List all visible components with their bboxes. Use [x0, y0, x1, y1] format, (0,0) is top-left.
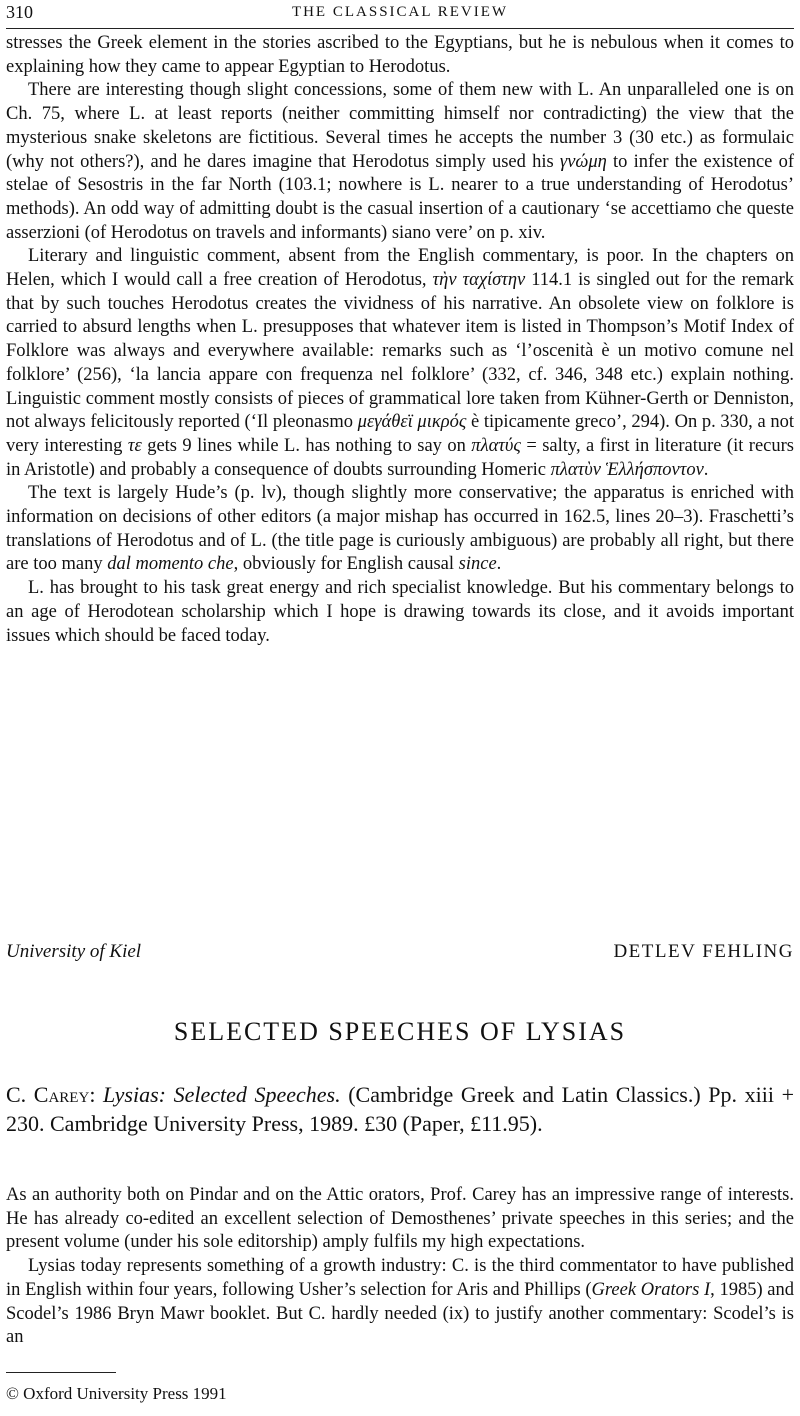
- copyright-notice: © Oxford University Press 1991: [6, 1384, 227, 1403]
- paragraph-5: L. has brought to his task great energy and rich specialist knowledge. But his commentary belongs to an age of Herodotean scholarship which I hope is drawing towards its close, and it avoids important issues which should be faced today.: [6, 578, 794, 646]
- book-author: C. Carey: [6, 1082, 90, 1107]
- reviewer-affiliation: University of Kiel: [6, 941, 142, 962]
- greek-phrase: γνώμη: [559, 151, 607, 172]
- paragraph-1: As an authority both on Pindar and on the Attic orators, Prof. Carey has an impressive range of interests. He has already co-edited an excellent selection of Demosthenes’ private speeches in this series; and the present volume (under his sole editorship) amply fulfils my high expectations.: [6, 1185, 794, 1253]
- review-fehling-body: [6, 32, 794, 648]
- greek-phrase: τε: [127, 435, 142, 456]
- page-number: 310: [6, 2, 33, 22]
- running-head: [6, 0, 794, 26]
- section-title: SELECTED SPEECHES OF LYSIAS: [173, 1017, 627, 1046]
- journal-title: THE CLASSICAL REVIEW: [291, 4, 509, 20]
- book-title: Lysias: Selected Speeches.: [103, 1082, 341, 1107]
- greek-phrase: πλατύς: [471, 435, 521, 456]
- italic-phrase: dal momento che: [107, 554, 234, 575]
- paragraph-3: Literary and linguistic comment, absent from the English commentary, is poor. In the chapters on Helen, which I would call a free creation of Herodotus, τὴν ταχίστην 114.1 is singled out for the remark that by such touches Herodotus creates the vividness of his narrative. An obsolete view on folklore is carried to absurd lengths when L. presupposes that whatever item is listed in Thompson’s Motif Index of Folklore was always and everywhere available: remarks such as ‘l’oscenità è un motivo comune nel folklore’ (256), ‘la lancia appare con frequenza nel folklore’ (332, cf. 346, 348 etc.) explain nothing. Linguistic comment mostly consists of pieces of grammatical lore taken from Kühner-Gerth or Denniston, not always felicitously reported (‘Il pleonasmo μεγάθεϊ μικρός è tipicamente greco’, 294). On p. 330, a not very interesting τε gets 9 lines while L. has nothing to say on πλατύς = salty, a first in literature (it recurs in Aristotle) and probably a consequence of doubts surrounding Homeric πλατὺν Ἑλλήσποντον.: [6, 246, 794, 480]
- header-rule: [6, 28, 794, 29]
- greek-phrase: μεγάθεϊ μικρός: [357, 412, 467, 433]
- greek-phrase: τὴν ταχίστην: [432, 270, 526, 291]
- reviewer-name: DETLEV FEHLING: [613, 941, 794, 962]
- italic-phrase: since: [458, 554, 497, 575]
- paragraph-4: The text is largely Hude’s (p. lv), though slightly more conservative; the apparatus is enriched with information on decisions of other editors (a major mishap has occurred in 162.5, lines 20–3). Fraschetti’s translations of Herodotus and of L. (the title page is curiously ambiguous) are probably all right, but there are too many dal momento che, obviously for English causal since.: [6, 483, 794, 575]
- review-signature: [6, 940, 794, 966]
- footer-rule: [6, 1372, 116, 1373]
- review-carey-body: [6, 1184, 794, 1350]
- paragraph-2: Lysias today represents something of a growth industry: C. is the third commentator to have published in English within four years, following Usher’s selection for Aris and Phillips (Greek Orators I, 1985) and Scodel’s 1986 Bryn Mawr booklet. But C. hardly needed (ix) to justify another commentary: Scodel’s is an: [6, 1256, 795, 1348]
- book-details: (Cambridge Greek and Latin Classics.) Pp. xiii + 230. Cambridge University Press, 1989. £30 (Paper, £11.95).: [6, 1082, 795, 1136]
- italic-phrase: Greek Orators I: [591, 1279, 711, 1300]
- book-citation: C. Carey: Lysias: Selected Speeches. (Cambridge Greek and Latin Classics.) Pp. xiii + 230. Cambridge University Press, 1989. £30 (Paper, £11.95).: [6, 1082, 795, 1136]
- greek-phrase: πλατὺν Ἑλλήσποντον: [550, 459, 704, 480]
- paragraph-2: There are interesting though slight concessions, some of them new with L. An unparalleled one is on Ch. 75, where L. at least reports (neither committing himself nor contradicting) the view that the mysterious snake skeletons are fictitious. Several times he accepts the number 3 (30 etc.) as formulaic (why not others?), and he dares imagine that Herodotus simply used his γνώμη to infer the existence of stelae of Sesostris in the far North (103.1; nowhere is L. nearer to a true understanding of Herodotus’ methods). An odd way of admitting doubt is the casual insertion of a cautionary ‘se accettiamo che queste asserzioni (of Herodotus on travels and informants) siano vere’ on p. xiv.: [6, 80, 794, 243]
- paragraph-1: stresses the Greek element in the stories ascribed to the Egyptians, but he is nebulous when it comes to explaining how they came to appear Egyptian to Herodotus.: [6, 33, 794, 77]
